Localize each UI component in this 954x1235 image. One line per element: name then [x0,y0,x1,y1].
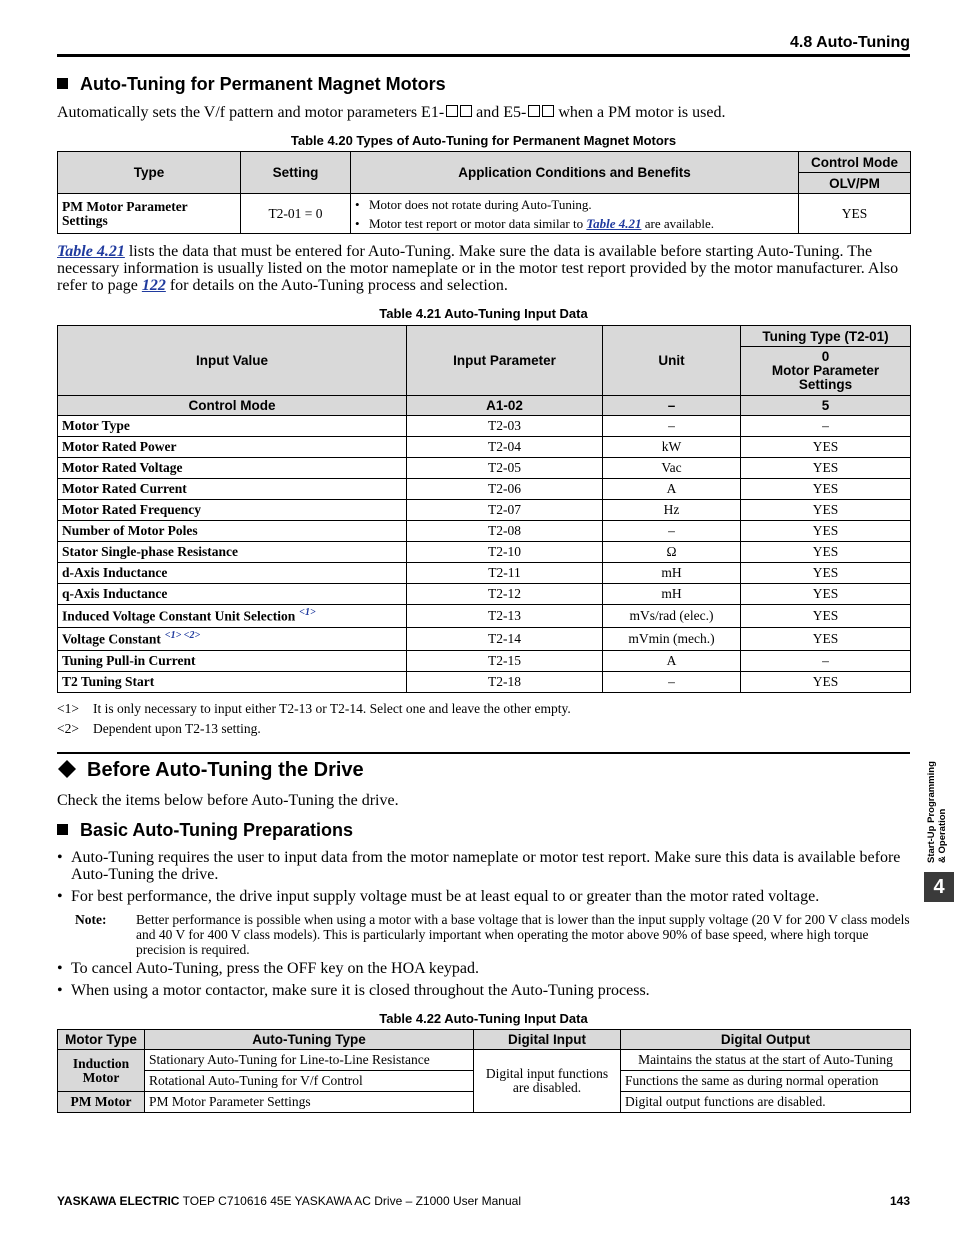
input-parameter-cell: T2-11 [407,563,603,584]
table-row [58,672,911,693]
input-parameter-cell: T2-12 [407,584,603,605]
basic-bullets-2 [57,960,913,999]
table-row [58,194,911,234]
table22-row1-output: Maintains the status at the start of Auto-Tuning [621,1050,911,1071]
footnote-1: <1> It is only necessary to input either T2-13 or T2-14. Select one and leave the other empty. [57,701,571,716]
list-item: • Auto-Tuning requires the user to input data from the motor nameplate or motor test report. Make sure this data is available before Auto-Tuning the drive. [57,849,913,883]
placeholder-boxes-icon [526,104,554,121]
footnote-2: <2> Dependent upon T2-13 setting. [57,721,261,736]
unit-cell: kW [603,437,741,458]
table20-header-control-mode: Control Mode [799,152,911,173]
table-row [58,500,911,521]
table20 [57,151,911,234]
table21-header-tuning-type: Tuning Type (T2-01) [741,326,911,347]
section-rule [57,752,910,754]
unit-cell: – [603,521,741,542]
input-parameter-cell: T2-05 [407,458,603,479]
footnote-ref-link[interactable]: <1> <2> [164,630,201,642]
input-parameter-cell: T2-18 [407,672,603,693]
table20-header-type: Type [58,152,241,194]
input-value-cell: Motor Rated Frequency [58,500,407,521]
input-value-cell: d-Axis Inductance [58,563,407,584]
input-parameter-cell: T2-07 [407,500,603,521]
input-value-cell: Motor Rated Voltage [58,458,407,479]
input-parameter-cell: T2-15 [407,651,603,672]
table22-header-tuning-type: Auto-Tuning Type [145,1030,474,1050]
section-header: 4.8 Auto-Tuning [790,34,910,51]
table22-digital-input-cell: Digital input functions are disabled. [474,1050,621,1113]
tuning-value-cell: YES [741,628,911,651]
unit-cell: – [603,672,741,693]
table21-header-input-value: Input Value [58,326,407,396]
table-row [58,479,911,500]
footnote-ref-link[interactable]: <1> [299,607,316,619]
square-bullet-icon [57,824,68,835]
input-parameter-cell: T2-08 [407,521,603,542]
diamond-icon [57,759,77,779]
table22-induction-label: Induction Motor [58,1050,145,1092]
table21-caption: Table 4.21 Auto-Tuning Input Data [379,306,588,321]
tuning-value-cell: YES [741,437,911,458]
input-parameter-cell: T2-14 [407,628,603,651]
input-parameter-cell: T2-13 [407,605,603,628]
table21-header-input-parameter: Input Parameter [407,326,603,396]
list-item: • When using a motor contactor, make sure it is closed throughout the Auto-Tuning process. [57,982,913,999]
tuning-value-cell: YES [741,521,911,542]
table21-control-mode-param: A1-02 [407,396,603,416]
table21-header-motor-parameter-settings: 0 Motor Parameter Settings [741,347,911,396]
table-row [58,416,911,437]
tuning-value-cell: YES [741,584,911,605]
input-value-cell: T2 Tuning Start [58,672,407,693]
table20-header-conditions: Application Conditions and Benefits [351,152,799,194]
table-row [58,651,911,672]
tuning-value-cell: YES [741,458,911,479]
input-parameter-cell: T2-04 [407,437,603,458]
square-bullet-icon [57,78,68,89]
table-row [58,1050,911,1071]
unit-cell: Ω [603,542,741,563]
unit-cell: A [603,479,741,500]
table21-link[interactable]: Table 4.21 [57,243,125,260]
header-rule [57,54,910,57]
table21-control-mode-label: Control Mode [58,396,407,416]
table20-setting-cell: T2-01 = 0 [241,194,351,234]
input-parameter-cell: T2-03 [407,416,603,437]
table-row [58,521,911,542]
before-intro: Check the items below before Auto-Tuning the drive. [57,792,399,809]
input-value-cell: Induced Voltage Constant Unit Selection $^{<1>}$ [58,605,407,628]
input-value-cell: Motor Rated Power [58,437,407,458]
placeholder-boxes-icon [444,104,472,121]
table21-intro: Table 4.21 lists the data that must be entered for Auto-Tuning. Make sure the data is available before starting Auto-Tuning. The necessary information is usually listed on the motor nameplate or in the motor test report provided by the motor manufacturer. Also refer to page 122 for details on the Auto-Tuning process and selection. [57,243,899,294]
unit-cell: Hz [603,500,741,521]
input-value-cell: Tuning Pull-in Current [58,651,407,672]
table22-row3-type: PM Motor Parameter Settings [145,1092,474,1113]
input-value-cell: Number of Motor Poles [58,521,407,542]
table20-caption: Table 4.20 Types of Auto-Tuning for Permanent Magnet Motors [290,133,677,148]
table-row [58,458,911,479]
input-value-cell: Stator Single-phase Resistance [58,542,407,563]
footer: YASKAWA ELECTRIC TOEP C710616 45E YASKAWA AC Drive – Z1000 User Manual 143 [57,1194,910,1208]
pm-intro: Automatically sets the V/f pattern and motor parameters E1- and E5- when a PM motor is used. [57,104,726,121]
list-item: • Motor test report or motor data similar to Table 4.21 are available. [355,214,794,233]
tuning-value-cell: YES [741,605,911,628]
input-value-cell: Motor Type [58,416,407,437]
page-122-link[interactable]: 122 [141,277,166,294]
table21 [57,325,911,693]
table-row [58,563,911,584]
table22 [57,1029,911,1113]
page-number: 143 [889,1194,910,1208]
table-row [58,437,911,458]
input-value-cell: Voltage Constant $^{<1> <2>}$ [58,628,407,651]
input-parameter-cell: T2-10 [407,542,603,563]
unit-cell: mVmin (mech.) [603,628,741,651]
unit-cell: mH [603,563,741,584]
tuning-value-cell: YES [741,479,911,500]
tuning-value-cell: YES [741,672,911,693]
table22-pm-label: PM Motor [58,1092,145,1113]
list-item: • Motor does not rotate during Auto-Tuning. [355,195,794,214]
list-item: • To cancel Auto-Tuning, press the OFF key on the HOA keypad. [57,960,913,977]
table21-control-mode-value: 5 [741,396,911,416]
chapter-tab[interactable]: 4 [924,872,954,902]
table20-header-setting: Setting [241,152,351,194]
basic-heading: Basic Auto-Tuning Preparations [57,820,353,841]
note: Note: Better performance is possible when using a motor with a base voltage that is lower than the input supply voltage (20 V for 200 V class models and 40 V for 400 V class models). This is particularly important when operating the motor above 90% of base speed, where high torque precision is required. [75,912,910,957]
pm-section-heading: Auto-Tuning for Permanent Magnet Motors [57,74,446,95]
tuning-value-cell: YES [741,500,911,521]
list-item: • For best performance, the drive input supply voltage must be at least equal to or greater than the motor rated voltage. [57,888,913,905]
input-parameter-cell: T2-06 [407,479,603,500]
table-row [58,605,911,628]
table20-olv-pm-cell: YES [799,194,911,234]
table22-row1-type: Stationary Auto-Tuning for Line-to-Line Resistance [145,1050,474,1071]
input-value-cell: Motor Rated Current [58,479,407,500]
table21-header-unit: Unit [603,326,741,396]
unit-cell: mVs/rad (elec.) [603,605,741,628]
unit-cell: mH [603,584,741,605]
table-row [58,542,911,563]
input-value-cell: q-Axis Inductance [58,584,407,605]
before-heading: Before Auto-Tuning the Drive [57,759,364,782]
unit-cell: Vac [603,458,741,479]
table22-row2-type: Rotational Auto-Tuning for V/f Control [145,1071,474,1092]
table20-conditions-cell [351,194,799,234]
table-row [58,584,911,605]
table22-caption: Table 4.22 Auto-Tuning Input Data [379,1011,588,1026]
basic-bullets [57,849,913,905]
table21-control-mode-unit: – [603,396,741,416]
tuning-value-cell: YES [741,563,911,584]
table22-header-motor-type: Motor Type [58,1030,145,1050]
tuning-value-cell: YES [741,542,911,563]
tuning-value-cell: – [741,416,911,437]
table21-link[interactable]: Table 4.21 [586,215,642,231]
table22-header-digital-output: Digital Output [621,1030,911,1050]
unit-cell: A [603,651,741,672]
table20-header-olv-pm: OLV/PM [799,173,911,194]
table22-row2-output: Functions the same as during normal operation [621,1071,911,1092]
chapter-side-label: Start-Up Programming & Operation [926,761,948,863]
table20-type-cell: PM Motor Parameter Settings [58,194,241,234]
unit-cell: – [603,416,741,437]
table22-row3-output: Digital output functions are disabled. [621,1092,911,1113]
table-row [58,628,911,651]
tuning-value-cell: – [741,651,911,672]
table22-header-digital-input: Digital Input [474,1030,621,1050]
